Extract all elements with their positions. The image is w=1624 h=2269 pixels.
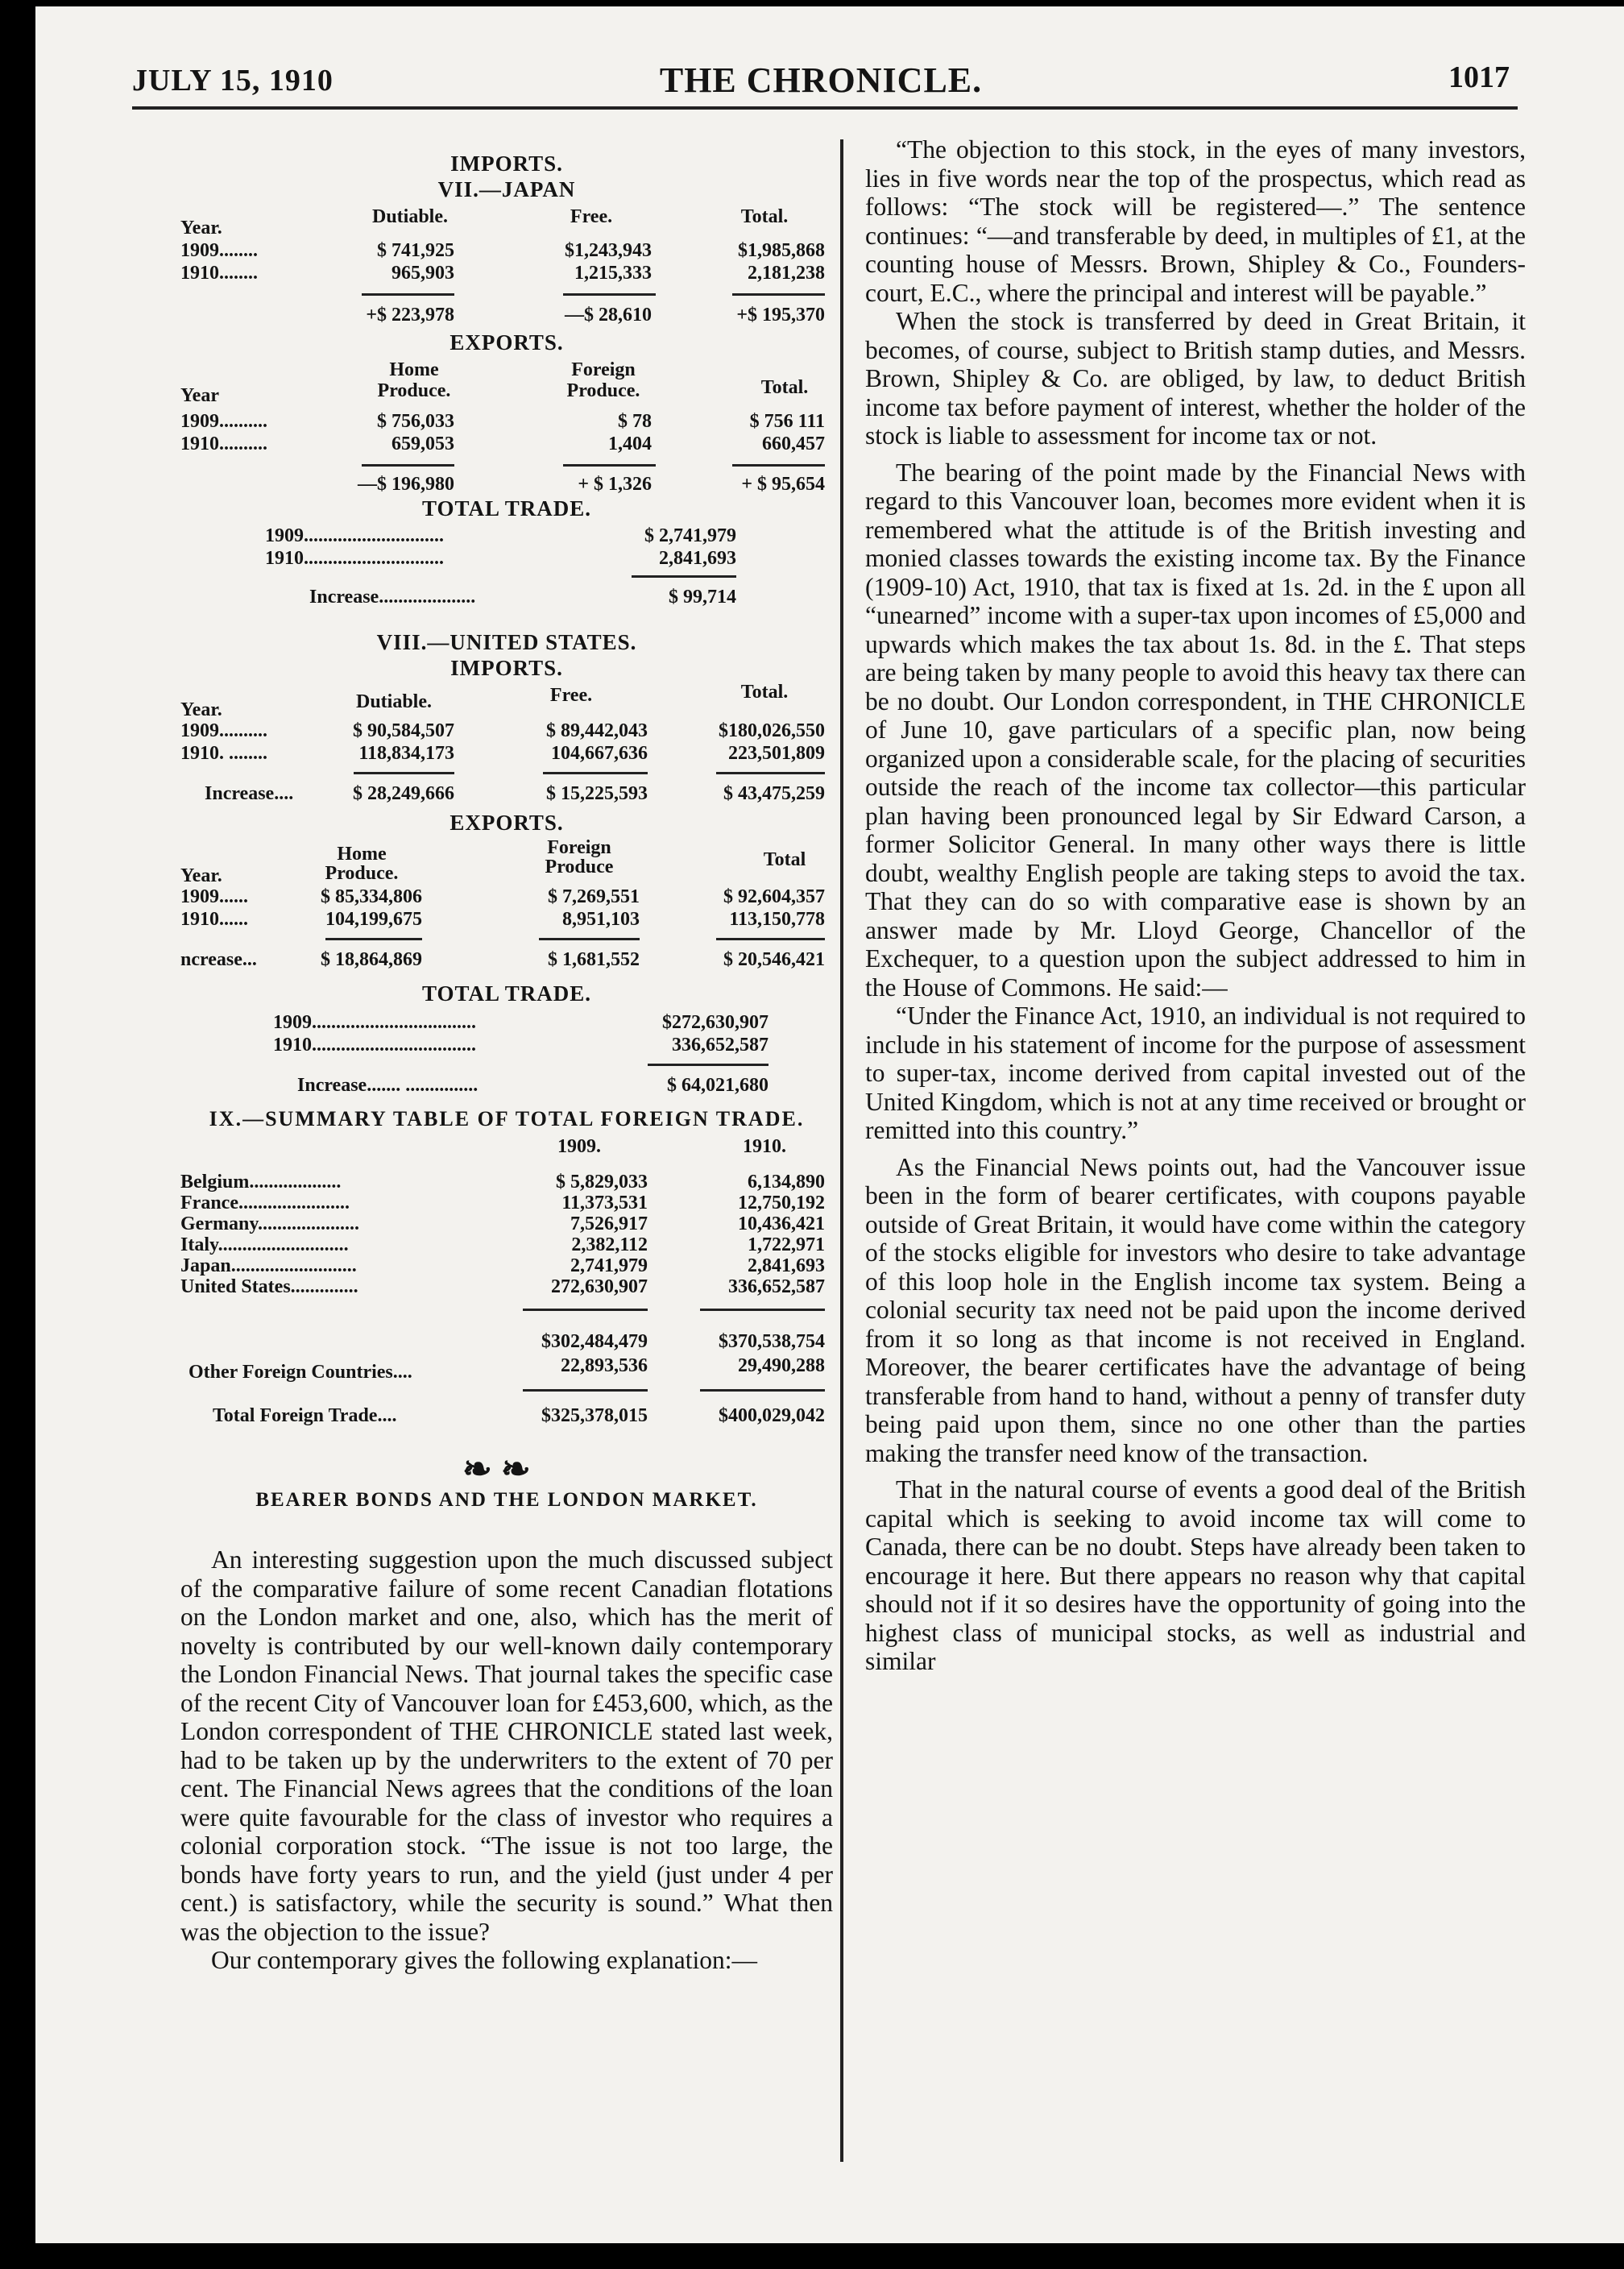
article-heading: BEARER BONDS AND THE LONDON MARKET. <box>255 1489 758 1511</box>
page-header <box>132 48 1510 105</box>
japan-total-heading: TOTAL TRADE. <box>421 496 592 521</box>
japan-exports-heading: EXPORTS. <box>450 330 564 355</box>
table-increase-row: Increase....... ............... $ 64,021,680 <box>297 1075 768 1096</box>
us-section-title: VIII.—UNITED STATES. <box>376 630 637 654</box>
table-total-row: Total Foreign Trade.... $325,378,015 $400,029,042 <box>213 1405 825 1426</box>
table-row: 1910. ........ 118,834,173 104,667,636 223,501,809 <box>180 743 825 764</box>
table-row: Belgium................... $ 5,829,033 6,134,890 <box>180 1172 825 1193</box>
header-rule <box>132 106 1518 110</box>
column-divider <box>840 139 843 2162</box>
table-increase-row: Increase.... $ 28,249,666 $ 15,225,593 $ 43,475,259 <box>205 783 825 804</box>
right-column <box>865 135 1526 1676</box>
newspaper-page <box>35 6 1624 2243</box>
us-imports-heading: IMPORTS. <box>450 656 563 680</box>
table-row: Germany..................... 7,526,917 10,436,421 <box>180 1213 825 1234</box>
japan-section-title: VII.—JAPAN <box>437 177 576 201</box>
us-total-heading: TOTAL TRADE. <box>421 981 592 1006</box>
table-header-row: 1909. 1910. <box>557 1136 786 1157</box>
table-header-row: Year Home Produce. Foreign Produce. Total. <box>180 359 809 406</box>
table-header-row: Year. Home Produce. Foreign Produce Total <box>180 837 806 886</box>
summary-title: IX.—SUMMARY TABLE OF TOTAL FOREIGN TRADE. <box>209 1107 805 1130</box>
table-row: 1909.......... $ 90,584,507 $ 89,442,043 $180,026,550 <box>180 720 825 741</box>
table-row: 1910.................................. 336,652,587 <box>273 1035 768 1056</box>
article-paragraph: An interesting suggestion upon the much discussed subject of the comparative failure of some recent Canadian flotations on the London market and one, also, which has the merit of novelty is contributed by our well-known daily contemporary the London Financial News. That journal takes the specific case of the recent City of Vancouver loan for £453,600, which, as the London correspondent of THE CHRONICLE stated last week, had to be taken up by the underwriters to the extent of 70 per cent. The Financial News agrees that the conditions of the loan were quite favourable for the class of investor who requires a colonial corporation stock. “The issue is not too large, the bonds have forty years to run, and the yield (just under 4 per cent.) is satisfactory, while the security is sound.” What then was the objection to the issue? <box>180 1545 833 1946</box>
table-row: Japan.......................... 2,741,979 2,841,693 <box>180 1255 825 1276</box>
table-row: 1910........ 965,903 1,215,333 2,181,238 <box>180 263 825 284</box>
table-header-row <box>180 206 833 239</box>
article-paragraph: When the stock is transferred by deed in Great Britain, it becomes, of course, subject to British stamp duties, and Messrs. Brown, Shipley & Co. are obliged, by law, to deduct British income tax before payment of interest, whether the holder of the stock is liable to assessment for income tax or not. <box>865 307 1526 450</box>
article-left-text <box>180 1545 833 1975</box>
film-edge-mark <box>35 1836 56 2098</box>
table-row: Italy........................... 2,382,112 1,722,971 <box>180 1234 825 1255</box>
table-row: United States.............. 272,630,907 336,652,587 <box>180 1276 825 1297</box>
table-increase-row: ncrease... $ 18,864,869 $ 1,681,552 $ 20,546,421 <box>180 949 825 970</box>
col-year: Year. <box>180 218 222 239</box>
table-row: 1909.................................. $272,630,907 <box>273 1012 768 1033</box>
table-row: 1910...... 104,199,675 8,951,103 113,150,778 <box>180 909 825 930</box>
table-row: 1910............................. 2,841,693 <box>265 548 736 569</box>
table-row: 1909............................. $ 2,741,979 <box>265 525 736 546</box>
article-paragraph: “The objection to this stock, in the eyes of many investors, lies in five words near the top of the prospectus, which read as follows: “The stock will be registered—.” The sentence continues: “—and transferable by deed, in multiples of £1, at the counting house of Messrs. Brown, Shipley & Co., Founders-court, E.C., where the principal and interest will be payable.” <box>865 135 1526 307</box>
article-paragraph: Our contemporary gives the following explanation:— <box>211 1946 757 1974</box>
page-number: 1017 <box>1448 60 1510 94</box>
article-paragraph: As the Financial News points out, had the Vancouver issue been in the form of bearer certificates, with coupons payable outside of Great Britain, it would have come within the category of the stocks eligible for investors who desire to take advantage of this loop hole in the English income tax system. Being a colonial security tax need not be paid upon the income derived from it so long as that income is not received in England. Moreover, the bearer certificates have the advantage of being transferable from hand to hand, without a penny of transfer duty being paid upon them, since no one other than the parties making the transfer need know of the transaction. <box>865 1152 1526 1467</box>
table-row: 1909........ $ 741,925 $1,243,943 $1,985,868 <box>180 240 825 261</box>
table-row: France....................... 11,373,531 12,750,192 <box>180 1193 825 1213</box>
article-paragraph: The bearing of the point made by the Financial News with regard to this Vancouver loan, becomes more evident when it is remembered what the attitude is of the British investing and monied classes towards the existing income tax. By the Finance (1909-10) Act, 1910, that tax is fixed at 1s. 2d. in the £ upon all “unearned” income with a super-tax upon incomes of £5,000 and upwards which makes the tax about 1s. 8d. in the £. That steps are being taken by many people to avoid this heavy tax there can be no doubt. Our London correspondent, in THE CHRONICLE of June 10, gave particulars of a specific plan, now being organized upon a considerable scale, for the placing of securities outside the reach of the income tax collector—this particular plan having been pronounced legal by Sir Edward Carson, a former Solicitor General. In many other ways there is little doubt, wealthy English people are taking steps to avoid the tax. That they can do so with comparative ease is shown by an answer made by Mr. Lloyd George, Chancellor of the Exchequer, to a question upon the subject addressed to him in the House of Commons. He said:— <box>865 458 1526 1002</box>
col-dutiable: Dutiable. <box>371 206 448 227</box>
table-subtotal-row: $302,484,479 $370,538,754 <box>541 1331 825 1352</box>
col-total: Total. <box>740 206 789 227</box>
table-change-row: —$ 196,980 + $ 1,326 + $ 95,654 <box>358 474 825 495</box>
article-paragraph: “Under the Finance Act, 1910, an individual is not required to include in his statement of income for the purpose of assessment to super-tax, income derived from capital invested out of the United Kingdom, which is not at any time received or brought or remitted into this country.” <box>865 1002 1526 1144</box>
table-row: Other Foreign Countries.... 22,893,536 29,490,288 <box>188 1355 825 1383</box>
issue-date: JULY 15, 1910 <box>132 64 334 97</box>
publication-title: THE CHRONICLE. <box>659 60 983 100</box>
us-exports-heading: EXPORTS. <box>450 811 564 835</box>
table-change-row: +$ 223,978 —$ 28,610 +$ 195,370 <box>366 305 825 326</box>
table-row: 1910.......... 659,053 1,404 660,457 <box>180 433 825 454</box>
article-paragraph: That in the natural course of events a good deal of the British capital which is seeking to avoid income tax will come to Canada, there can be no doubt. Steps have already been taken to encourage it here. But there appears no reason why that capital should not if it so desires have the opportunity of going into the highest class of municipal stocks, as well as industrial and similar <box>865 1475 1526 1675</box>
table-row: 1909.......... $ 756,033 $ 78 $ 756 111 <box>180 411 825 432</box>
table-increase-row: Increase.................... $ 99,714 <box>309 587 736 608</box>
col-free: Free. <box>570 206 613 227</box>
table-row: 1909...... $ 85,334,806 $ 7,269,551 $ 92,604,357 <box>180 886 825 907</box>
japan-imports-heading: IMPORTS. <box>450 151 563 176</box>
leaf-ornament-icon: ❧ ❧ <box>462 1450 531 1489</box>
table-header-row: Year. Dutiable. Free. Total. <box>180 682 789 720</box>
